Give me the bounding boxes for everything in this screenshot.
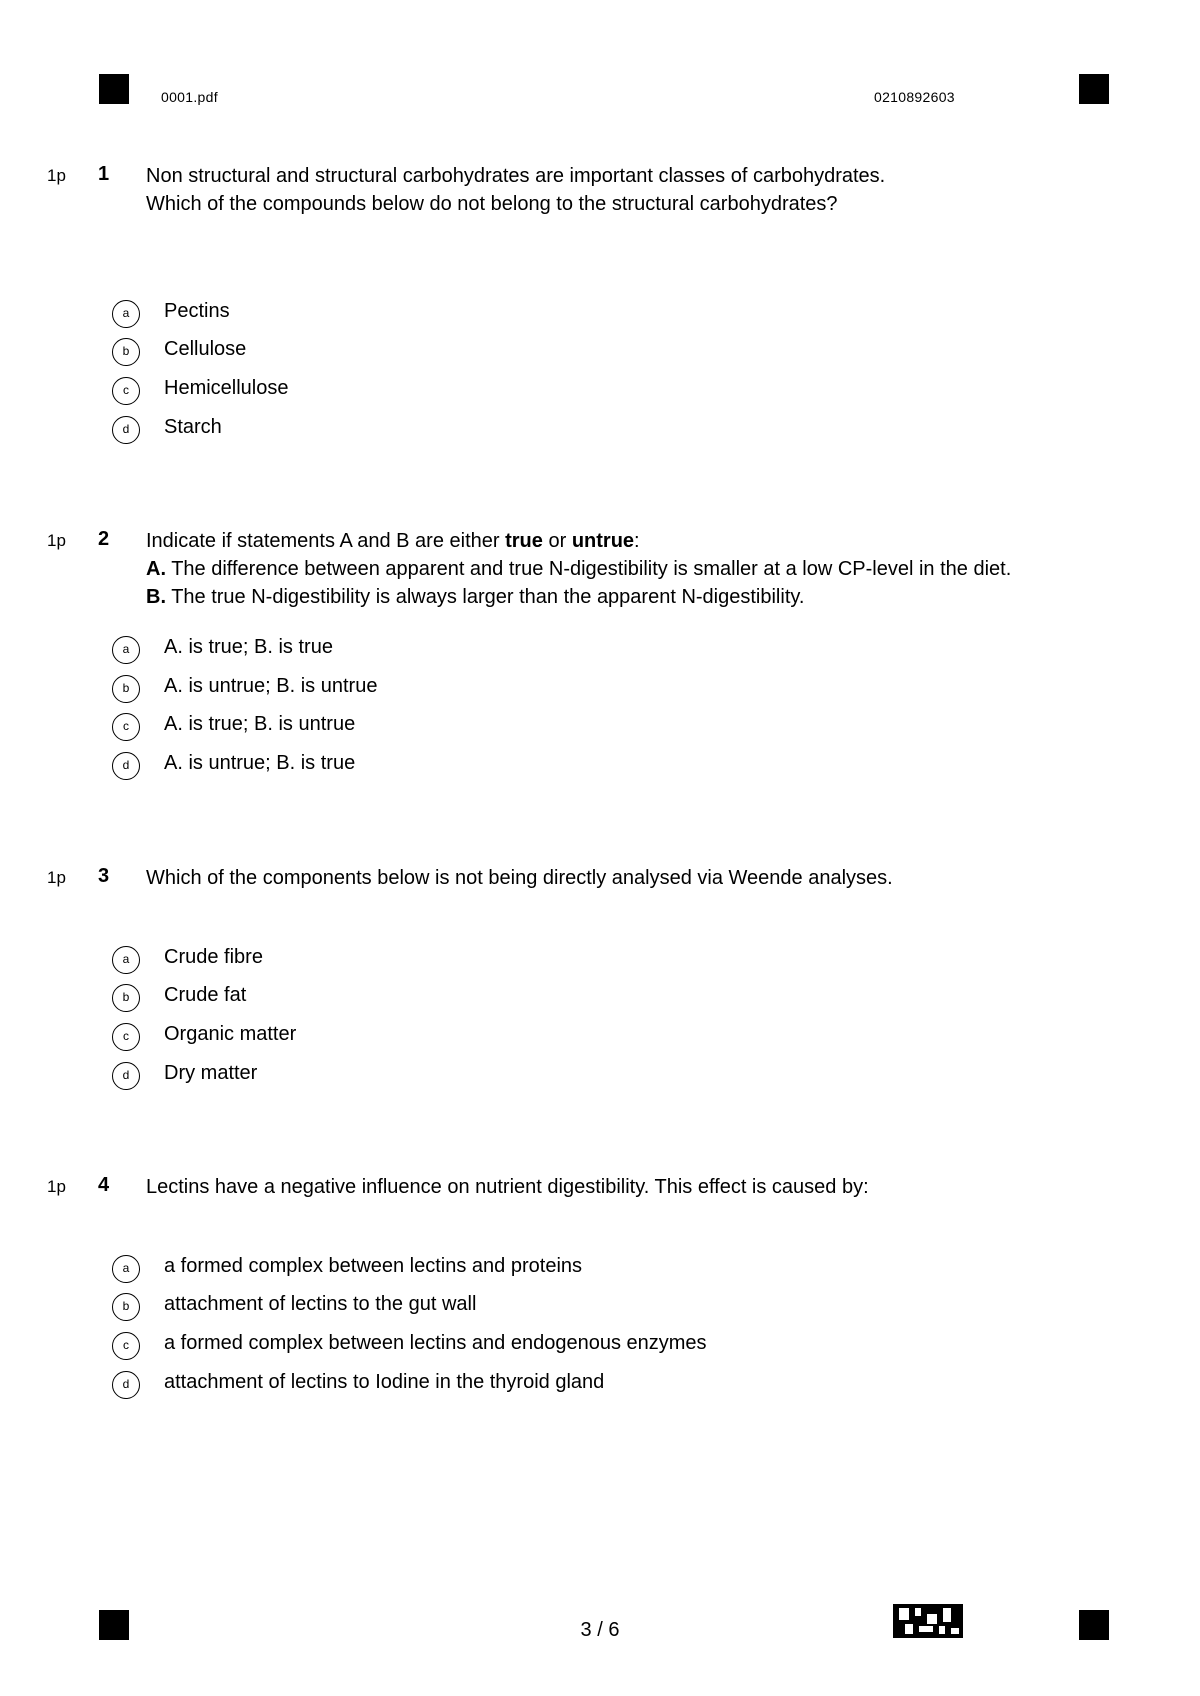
header-code: 0210892603 [874,89,955,105]
option-text: Crude fat [164,984,247,1006]
intro-mid: or [542,530,572,552]
question-line: Which of the compounds below do not belong to the structural carbohydrates? [146,193,838,215]
q1-option-d[interactable] [112,414,1012,448]
option-text: Starch [164,416,222,438]
option-text: attachment of lectins to Iodine in the thyroid gland [164,1371,605,1393]
q3-option-c[interactable] [112,1021,1012,1055]
question-intro [146,527,1146,555]
option-text: A. is true; B. is true [164,636,333,658]
intro-bold-untrue: untrue [571,530,635,552]
question-number: 4 [98,1174,110,1196]
q3-option-b[interactable] [112,982,1012,1016]
question-points: 1p [47,868,66,887]
question-line: Which of the components below is not being directly analysed via Weende analyses. [146,867,893,889]
option-text: Organic matter [164,1023,297,1045]
question-text [146,162,1146,218]
q3-option-d[interactable] [112,1060,1012,1094]
intro-post: : [634,530,640,552]
answer-bubble[interactable]: d [112,1062,140,1090]
answer-bubble[interactable]: d [112,1371,140,1399]
answer-bubble[interactable]: a [112,946,140,974]
header-filename: 0001.pdf [161,89,218,105]
statement-b [146,583,1146,611]
option-text: Crude fibre [164,946,263,968]
answer-bubble[interactable]: b [112,1293,140,1321]
option-text: Hemicellulose [164,377,289,399]
question-number: 1 [98,163,110,185]
question-points: 1p [47,1177,66,1196]
answer-bubble[interactable]: a [112,636,140,664]
q4-option-d[interactable] [112,1369,1012,1403]
q3-option-a[interactable] [112,944,1012,978]
q2-option-b[interactable] [112,673,1012,707]
corner-marker-top-left [99,74,129,104]
barcode-icon [893,1604,963,1638]
answer-bubble[interactable]: c [112,1023,140,1051]
answer-bubble[interactable]: b [112,338,140,366]
option-text: Dry matter [164,1062,258,1084]
answer-bubble[interactable]: a [112,300,140,328]
option-text: A. is untrue; B. is untrue [164,675,378,697]
question-points: 1p [47,166,66,185]
question-line: Non structural and structural carbohydrates are important classes of carbohydrates. [146,165,886,187]
q4-option-b[interactable] [112,1291,1012,1325]
option-text: attachment of lectins to the gut wall [164,1293,477,1315]
intro-pre: Indicate if statements A and B are either [146,530,506,552]
question-number: 2 [98,528,110,550]
option-text: A. is true; B. is untrue [164,713,356,735]
answer-bubble[interactable]: b [112,675,140,703]
option-text: a formed complex between lectins and endogenous enzymes [164,1332,707,1354]
option-text: A. is untrue; B. is true [164,752,356,774]
q1-option-b[interactable] [112,336,1012,370]
q2-option-a[interactable] [112,634,1012,668]
question-text [146,864,1146,892]
page-number: 3 / 6 [580,1619,620,1641]
option-text: Pectins [164,300,230,322]
q2-option-c[interactable] [112,711,1012,745]
answer-bubble[interactable]: c [112,713,140,741]
q2-option-d[interactable] [112,750,1012,784]
answer-bubble[interactable]: d [112,416,140,444]
answer-bubble[interactable]: c [112,1332,140,1360]
answer-bubble[interactable]: c [112,377,140,405]
statement-label: B. [146,586,166,608]
q1-option-c[interactable] [112,375,1012,409]
q4-option-a[interactable] [112,1253,1012,1287]
question-line: Lectins have a negative influence on nutrient digestibility. This effect is caused by: [146,1176,869,1198]
answer-bubble[interactable]: b [112,984,140,1012]
answer-bubble[interactable]: a [112,1255,140,1283]
q4-option-c[interactable] [112,1330,1012,1364]
option-text: a formed complex between lectins and proteins [164,1255,583,1277]
statement-a [146,555,1146,583]
intro-bold-true: true [505,530,543,552]
question-text [146,1173,1146,1201]
question-number: 3 [98,865,110,887]
statement-text: The true N-digestibility is always larger than the apparent N-digestibility. [166,586,805,608]
corner-marker-top-right [1079,74,1109,104]
q1-option-a[interactable] [112,298,1012,332]
statement-label: A. [146,558,166,580]
statement-text: The difference between apparent and true N-digestibility is smaller at a low CP-level in the diet. [166,558,1012,580]
answer-bubble[interactable]: d [112,752,140,780]
question-points: 1p [47,531,66,550]
option-text: Cellulose [164,338,247,360]
question-text [146,527,1146,611]
